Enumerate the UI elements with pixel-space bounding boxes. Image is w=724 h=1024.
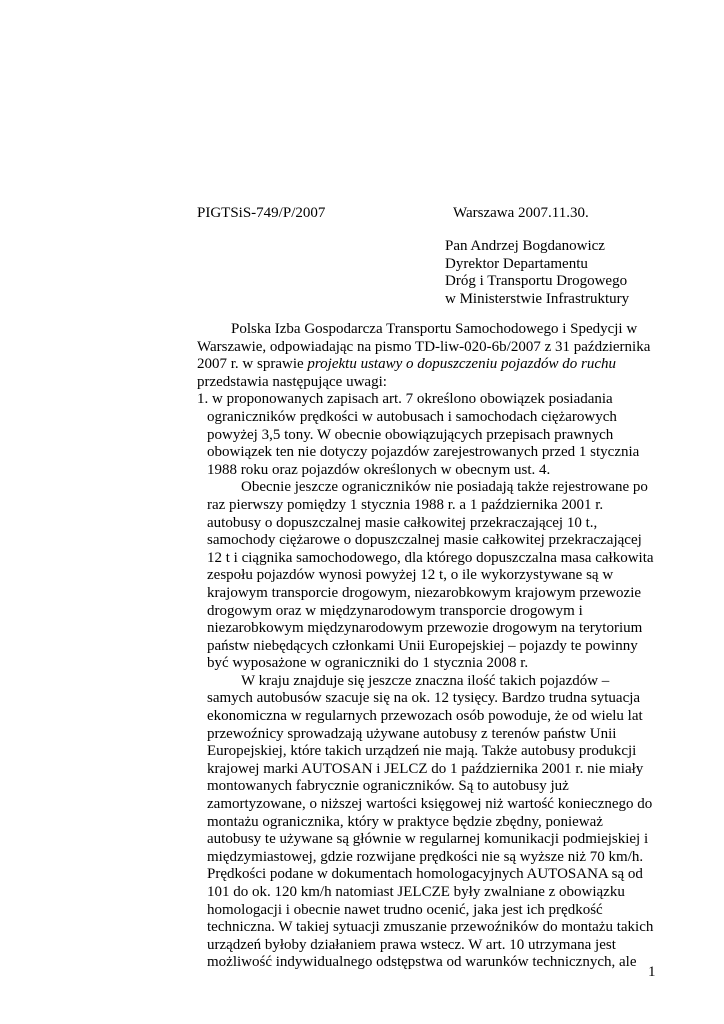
point-1: 1. w proponowanych zapisach art. 7 określono obowiązek posiadania ograniczników prędkości w autobusach i samochodach ciężarowych powyżej 3,5 tony. W obecnie obowiązujących przepisach prawnych obowiązek ten nie dotyczy pojazdów zarejestrowanych przed 1 stycznia 1988 roku oraz pojazdów określonych w obecnym ust. 4. [197, 391, 640, 478]
intro-paragraph [197, 321, 657, 374]
addressee-line: Dróg i Transportu Drogowego [445, 273, 628, 289]
addressee-block [445, 238, 629, 308]
addressee-line: Dyrektor Departamentu [445, 255, 588, 272]
letter-body [197, 321, 657, 972]
paragraph: Obecnie jeszcze ograniczników nie posiadają także rejestrowane po raz pierwszy pomiędzy 1 stycznia 1988 r. a 1 października 2001 r. autobusy o dopuszczalnej masie całkowitej przekraczającej 10 t., samochody ciężarowe o dopuszczalnej masie całkowitej przekraczającej 12 t i ciągnika samochodowego, dla którego dopuszczalna masa całkowita zespołu pojazdów wynosi powyżej 12 t, o ile wykorzystywane są w krajowym transporcie drogowym, niezarobkowym krajowym przewozie drogowym oraz w międzynarodowym transporcie drogowym i niezarobkowym międzynarodowym przewozie drogowym na terytorium państw niebędących członkami Unii Europejskiej – pojazdy te powinny być wyposażone w ograniczniki do 1 stycznia 2008 r. [207, 479, 654, 672]
bill-title: projektu ustawy o dopuszczeniu pojazdów do ruchu [307, 356, 617, 373]
addressee-line: Pan Andrzej Bogdanowicz [445, 238, 605, 254]
reference-number: PIGTSiS-749/P/2007 [197, 205, 326, 221]
paragraph: W kraju znajduje się jeszcze znaczna ilość takich pojazdów – samych autobusów szacuje się na ok. 12 tysięcy. Bardzo trudna sytuacja ekonomiczna w regularnych przewozach osób powoduje, że od wielu lat przewoźnicy sprowadzają używane autobusy z terenów państw Unii Europejskiej, które takich urządzeń nie mają. Także autobusy produkcji krajowej marki AUTOSAN i JELCZ do 1 października 2001 r. nie miały montowanych fabrycznie ograniczników. Są to autobusy już zamortyzowane, o niższej wartości księgowej niż wartość koniecznego do montażu ogranicznika, który w praktyce będzie zbędny, ponieważ autobusy te używane są głównie w regularnej komunikacji podmiejskiej i międzymiastowej, gdzie rozwijane prędkości nie są wyższe niż 70 km/h. Prędkości podane w dokumentach homologacyjnych AUTOSANA są od 101 do ok. 120 km/h natomiast JELCZE były zwalniane z obowiązku homologacji i obecnie nawet trudno ocenić, jaka jest ich prędkość techniczna. W takiej sytuacji zmuszanie przewoźników do montażu takich urządzeń byłoby działaniem prawa wstecz. W art. 10 utrzymana jest możliwość indywidualnego odstępstwa od warunków technicznych, ale [207, 672, 654, 971]
place-date: Warszawa 2007.11.30. [453, 205, 589, 221]
page-number: 1 [648, 964, 656, 980]
intro-text: Polska Izba Gospodarcza Transportu Samochodowego i Spedycji w Warszawie, odpowiadając na pismo TD-liw-020-6b/2007 z 31 października 2007 r. w sprawie [197, 321, 651, 373]
intro-closing: przedstawia następujące uwagi: [197, 373, 387, 390]
addressee-line: w Ministerstwie Infrastruktury [445, 290, 630, 307]
